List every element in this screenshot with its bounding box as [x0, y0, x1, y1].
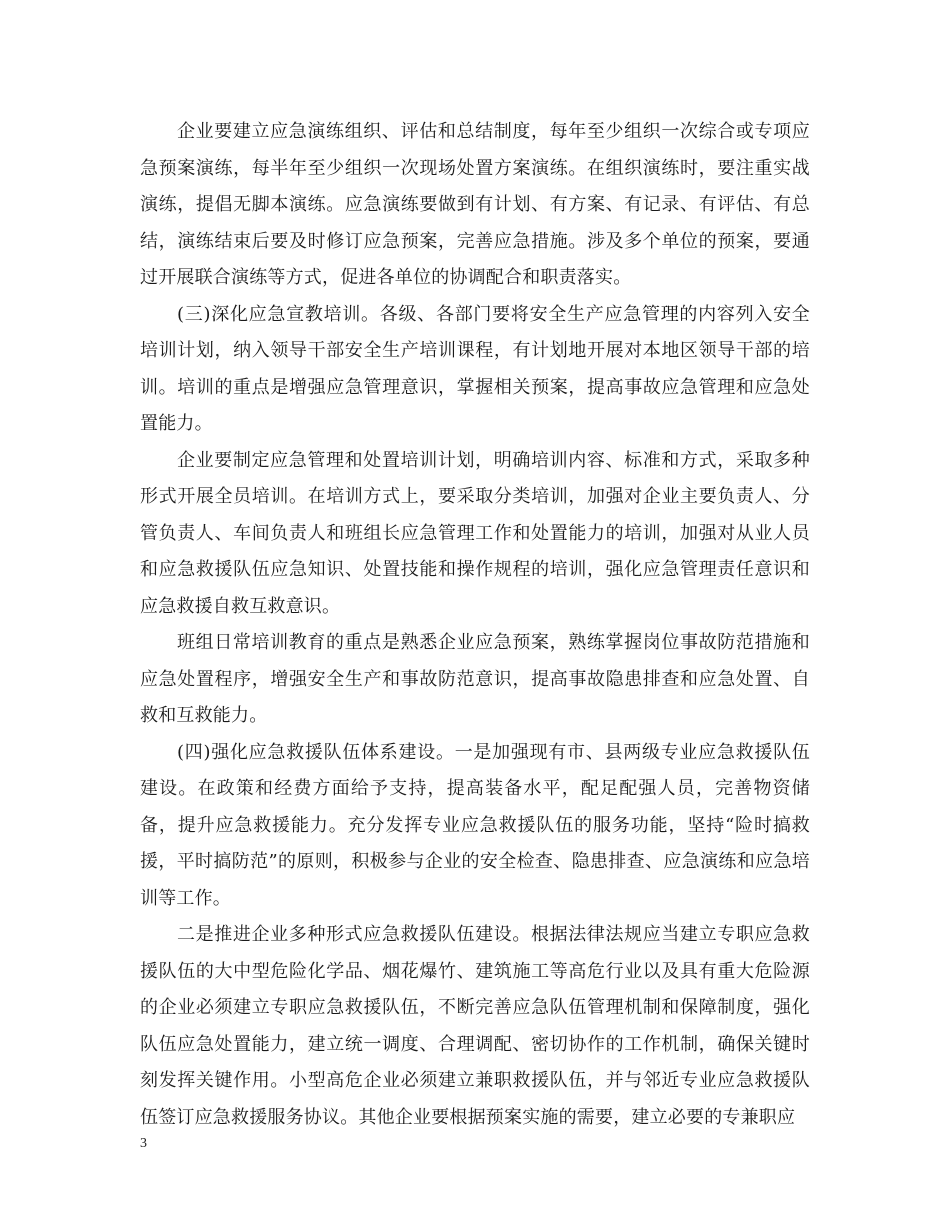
paragraph-rescue-team-section: (四)强化应急救援队伍体系建设。一是加强现有市、县两级专业应急救援队伍建设。在政策和经费方面给予支持，提高装备水平，配足配强人员，完善物资储备，提升应急救援能力。充分发挥专业应急救援队伍的服务功能，坚持“险时搞救援，平时搞防范”的原则，积极参与企业的安全检查、隐患排查、应急演练和应急培训等工作。: [140, 741, 810, 909]
paragraph-drill-system: 企业要建立应急演练组织、评估和总结制度，每年至少组织一次综合或专项应急预案演练，每半年至少组织一次现场处置方案演练。在组织演练时，要注重实战演练，提倡无脚本演练。应急演练要做到有计划、有方案、有记录、有评估、有总结，演练结束后要及时修订应急预案，完善应急措施。涉及多个单位的预案，要通过开展联合演练等方式，促进各单位的协调配合和职责落实。: [140, 121, 810, 288]
page-number: 3: [140, 1136, 147, 1151]
paragraph-team-training: 班组日常培训教育的重点是熟悉企业应急预案，熟练掌握岗位事故防范措施和应急处置程序，增强安全生产和事故防范意识，提高事故隐患排查和应急处置、自救和互救能力。: [140, 632, 810, 726]
document-body: [140, 114, 810, 1136]
paragraph-enterprise-training: 企业要制定应急管理和处置培训计划，明确培训内容、标准和方式，采取多种形式开展全员培训。在培训方式上，要采取分类培训，加强对企业主要负责人、分管负责人、车间负责人和班组长应急管理工作和处置能力的培训，加强对从业人员和应急救援队伍应急知识、处置技能和操作规程的培训，强化应急管理责任意识和应急救援自救互救意识。: [140, 449, 810, 617]
paragraph-enterprise-rescue-teams: 二是推进企业多种形式应急救援队伍建设。根据法律法规应当建立专职应急救援队伍的大中型危险化学品、烟花爆竹、建筑施工等高危行业以及具有重大危险源的企业必须建立专职应急救援队伍，不断完善应急队伍管理机制和保障制度，强化队伍应急处置能力，建立统一调度、合理调配、密切协作的工作机制，确保关键时刻发挥关键作用。小型高危企业必须建立兼职救援队伍，并与邻近专业应急救援队伍签订应急救援服务协议。其他企业要根据预案实施的需要，建立必要的专兼职应: [140, 924, 810, 1128]
paragraph-training-section: (三)深化应急宣教培训。各级、各部门要将安全生产应急管理的内容列入安全培训计划，纳入领导干部安全生产培训课程，有计划地开展对本地区领导干部的培训。培训的重点是增强应急管理意识，掌握相关预案，提高事故应急管理和应急处置能力。: [140, 303, 810, 434]
